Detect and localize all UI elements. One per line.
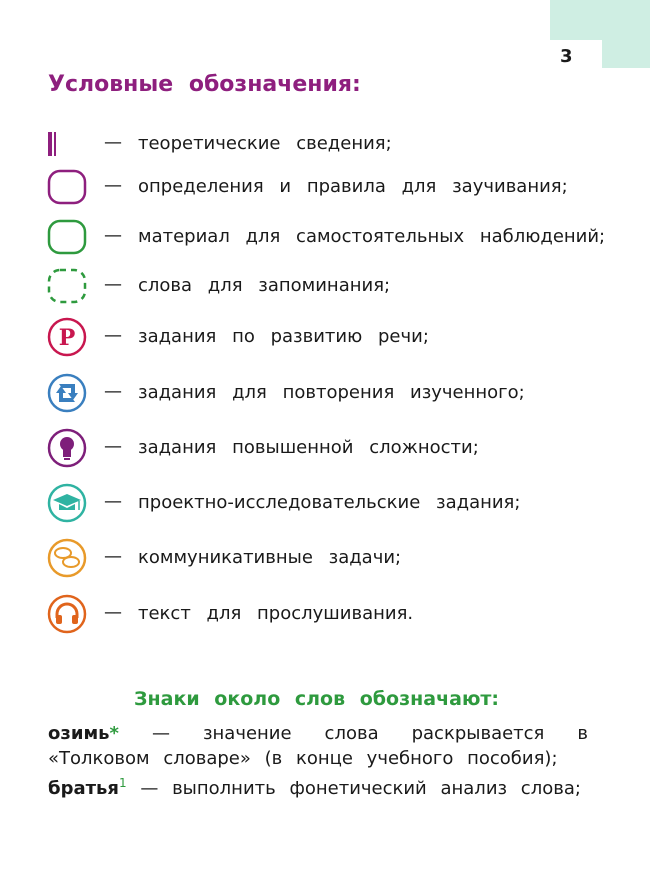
sign-item: озимь* — значение слова раскрывается в «Толковом словаре» (в конце учебного пособия); (48, 723, 588, 769)
legend-item: — задания для повторения изученного; (0, 373, 650, 413)
double-bar-icon (47, 124, 87, 164)
legend-item: Р — задания по развитию речи; (0, 317, 650, 357)
headphones-icon (47, 594, 87, 634)
legend-item: — материал для самостоятельных наблюдений; (0, 217, 650, 257)
letter-r-icon (47, 317, 87, 357)
lightbulb-icon (47, 428, 87, 468)
page-number: 3 (560, 46, 573, 67)
legend-item: — теоретические сведения; (0, 124, 650, 164)
legend-item: — коммуникативные задачи; (0, 538, 650, 578)
speech-bubbles-icon (47, 538, 87, 578)
dashed-frame-icon (47, 266, 87, 306)
graduation-cap-icon (47, 483, 87, 523)
repeat-arrows-icon (47, 373, 87, 413)
sign-item: братья$^1$ — выполнить фонетический анализ слова; (48, 776, 581, 799)
corner-decoration (602, 0, 650, 68)
legend-item: — слова для запоминания; (0, 266, 650, 306)
signs-heading: Знаки около слов обозначают: (134, 688, 500, 710)
green-rounded-frame-icon (47, 217, 87, 257)
svg-text:Р: Р (58, 325, 76, 351)
legend-item: — текст для прослушивания. (0, 594, 650, 634)
page-title: Условные обозначения: (48, 72, 361, 97)
legend-item: — определения и правила для заучивания; (0, 167, 650, 207)
legend-item: — задания повышенной сложности; (0, 428, 650, 468)
purple-rounded-frame-icon (47, 167, 87, 207)
legend-item: — проектно-исследовательские задания; (0, 483, 650, 523)
